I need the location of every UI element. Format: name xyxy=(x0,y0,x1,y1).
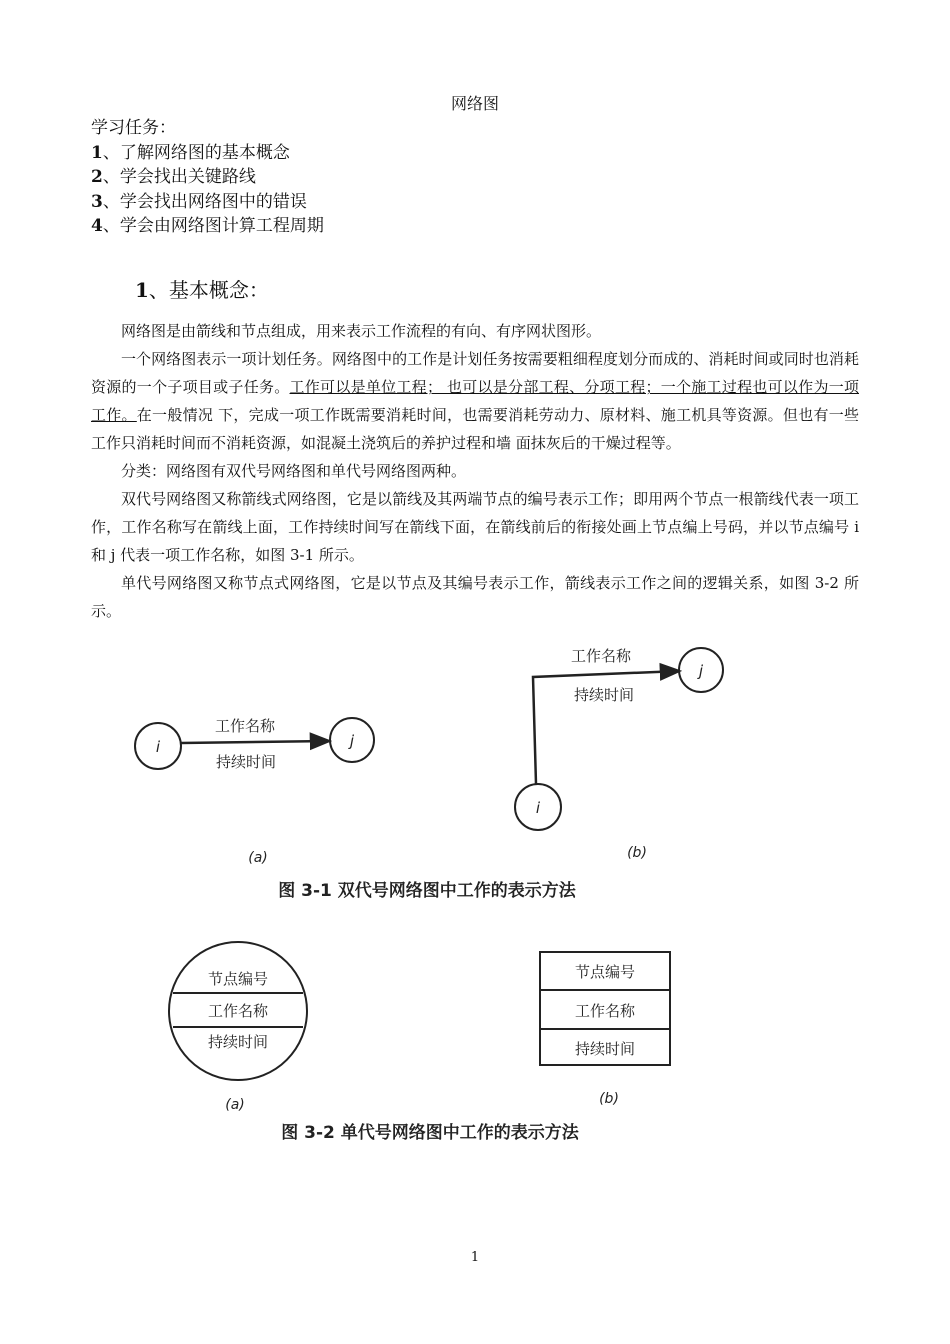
task-text: 、学会找出网络图中的错误 xyxy=(102,191,307,212)
paragraph: 单代号网络图又称节点式网络图，它是以节点及其编号表示工作，箭线表示工作之间的逻辑关系，如图 3-2 所示。 xyxy=(91,574,859,620)
fig32-caption: 图 3-2 单代号网络图中工作的表示方法 xyxy=(281,1123,579,1143)
node-j-label: j xyxy=(349,732,355,750)
paragraph: 网络图是由箭线和节点组成，用来表示工作流程的有向、有序网状图形。 xyxy=(121,322,602,340)
node-j-label: j xyxy=(698,662,704,680)
paragraph: 分类：网络图有双代号网络图和单代号网络图两种。 xyxy=(121,462,467,480)
work-arrow xyxy=(181,741,330,743)
work-name-label: 工作名称 xyxy=(574,1002,636,1020)
task-number: 2 xyxy=(91,167,103,187)
underlined-text: 工作可以是单位工程； 也可以是分部工程、分项工程；一个施工过程也可以作为一项工作。 xyxy=(91,378,859,424)
fig31-a-label: (a) xyxy=(248,850,268,866)
task-number: 1 xyxy=(91,142,103,163)
fig31-caption: 图 3-1 双代号网络图中工作的表示方法 xyxy=(278,881,576,901)
fig32-a-label: (a) xyxy=(225,1097,245,1113)
section-title: 、基本概念： xyxy=(148,278,269,302)
page-number: 1 xyxy=(470,1250,480,1265)
node-number-label: 节点编号 xyxy=(574,963,636,981)
paragraph-part: 一个网络图表示一项计划任务。网络图中的工作是计划任务按需要粗细程度划分而成的、消耗时间或同时也消耗资源的一个子项目或子任务。 xyxy=(91,350,859,396)
node-i-label: i xyxy=(155,738,161,756)
work-name-label: 工作名称 xyxy=(207,1002,269,1020)
paragraph: 双代号网络图又称箭线式网络图，它是以箭线及其两端节点的编号表示工作；即用两个节点一根箭线代表一项工作，工作名称写在箭线上面，工作持续时间写在箭线下面，在箭线前后的衔接处画上节点编上号码，并以节点编号 i 和 j 代表一项工作名称，如图 3-1 所示。 xyxy=(91,490,859,564)
tasks-heading: 学习任务： xyxy=(91,118,176,138)
fig32-b-diagram xyxy=(540,952,670,1107)
paragraph-part: 在一般情况 下，完成一项工作既需要消耗时间，也需要消耗劳动力、原材料、施工机具等资源。但也有一些工作只消耗时间而不消耗资源，如混凝土浇筑后的养护过程和墙 面抹灰后的干燥过程等。 xyxy=(91,406,859,452)
fig32-b-label: (b) xyxy=(599,1091,619,1107)
duration-label: 持续时间 xyxy=(573,686,635,704)
page-title: 网络图 xyxy=(450,94,499,113)
duration-label: 持续时间 xyxy=(207,1033,269,1051)
duration-label: 持续时间 xyxy=(574,1040,636,1058)
fig31-a-diagram xyxy=(135,717,374,866)
node-i-label: i xyxy=(535,799,541,817)
task-text: 、学会找出关键路线 xyxy=(102,167,256,187)
task-number: 4 xyxy=(91,216,103,236)
fig32-a-diagram xyxy=(169,942,307,1113)
duration-label: 持续时间 xyxy=(215,753,277,771)
section-number: 1 xyxy=(135,278,149,302)
node-number-label: 节点编号 xyxy=(207,970,269,988)
work-name-label: 工作名称 xyxy=(570,647,632,665)
work-name-label: 工作名称 xyxy=(214,717,276,735)
task-text: 、学会由网络图计算工程周期 xyxy=(102,216,324,236)
fig31-b-label: (b) xyxy=(627,845,647,861)
task-number: 3 xyxy=(91,191,103,212)
fig31-b-diagram xyxy=(515,647,723,861)
task-text: 、了解网络图的基本概念 xyxy=(102,142,290,163)
